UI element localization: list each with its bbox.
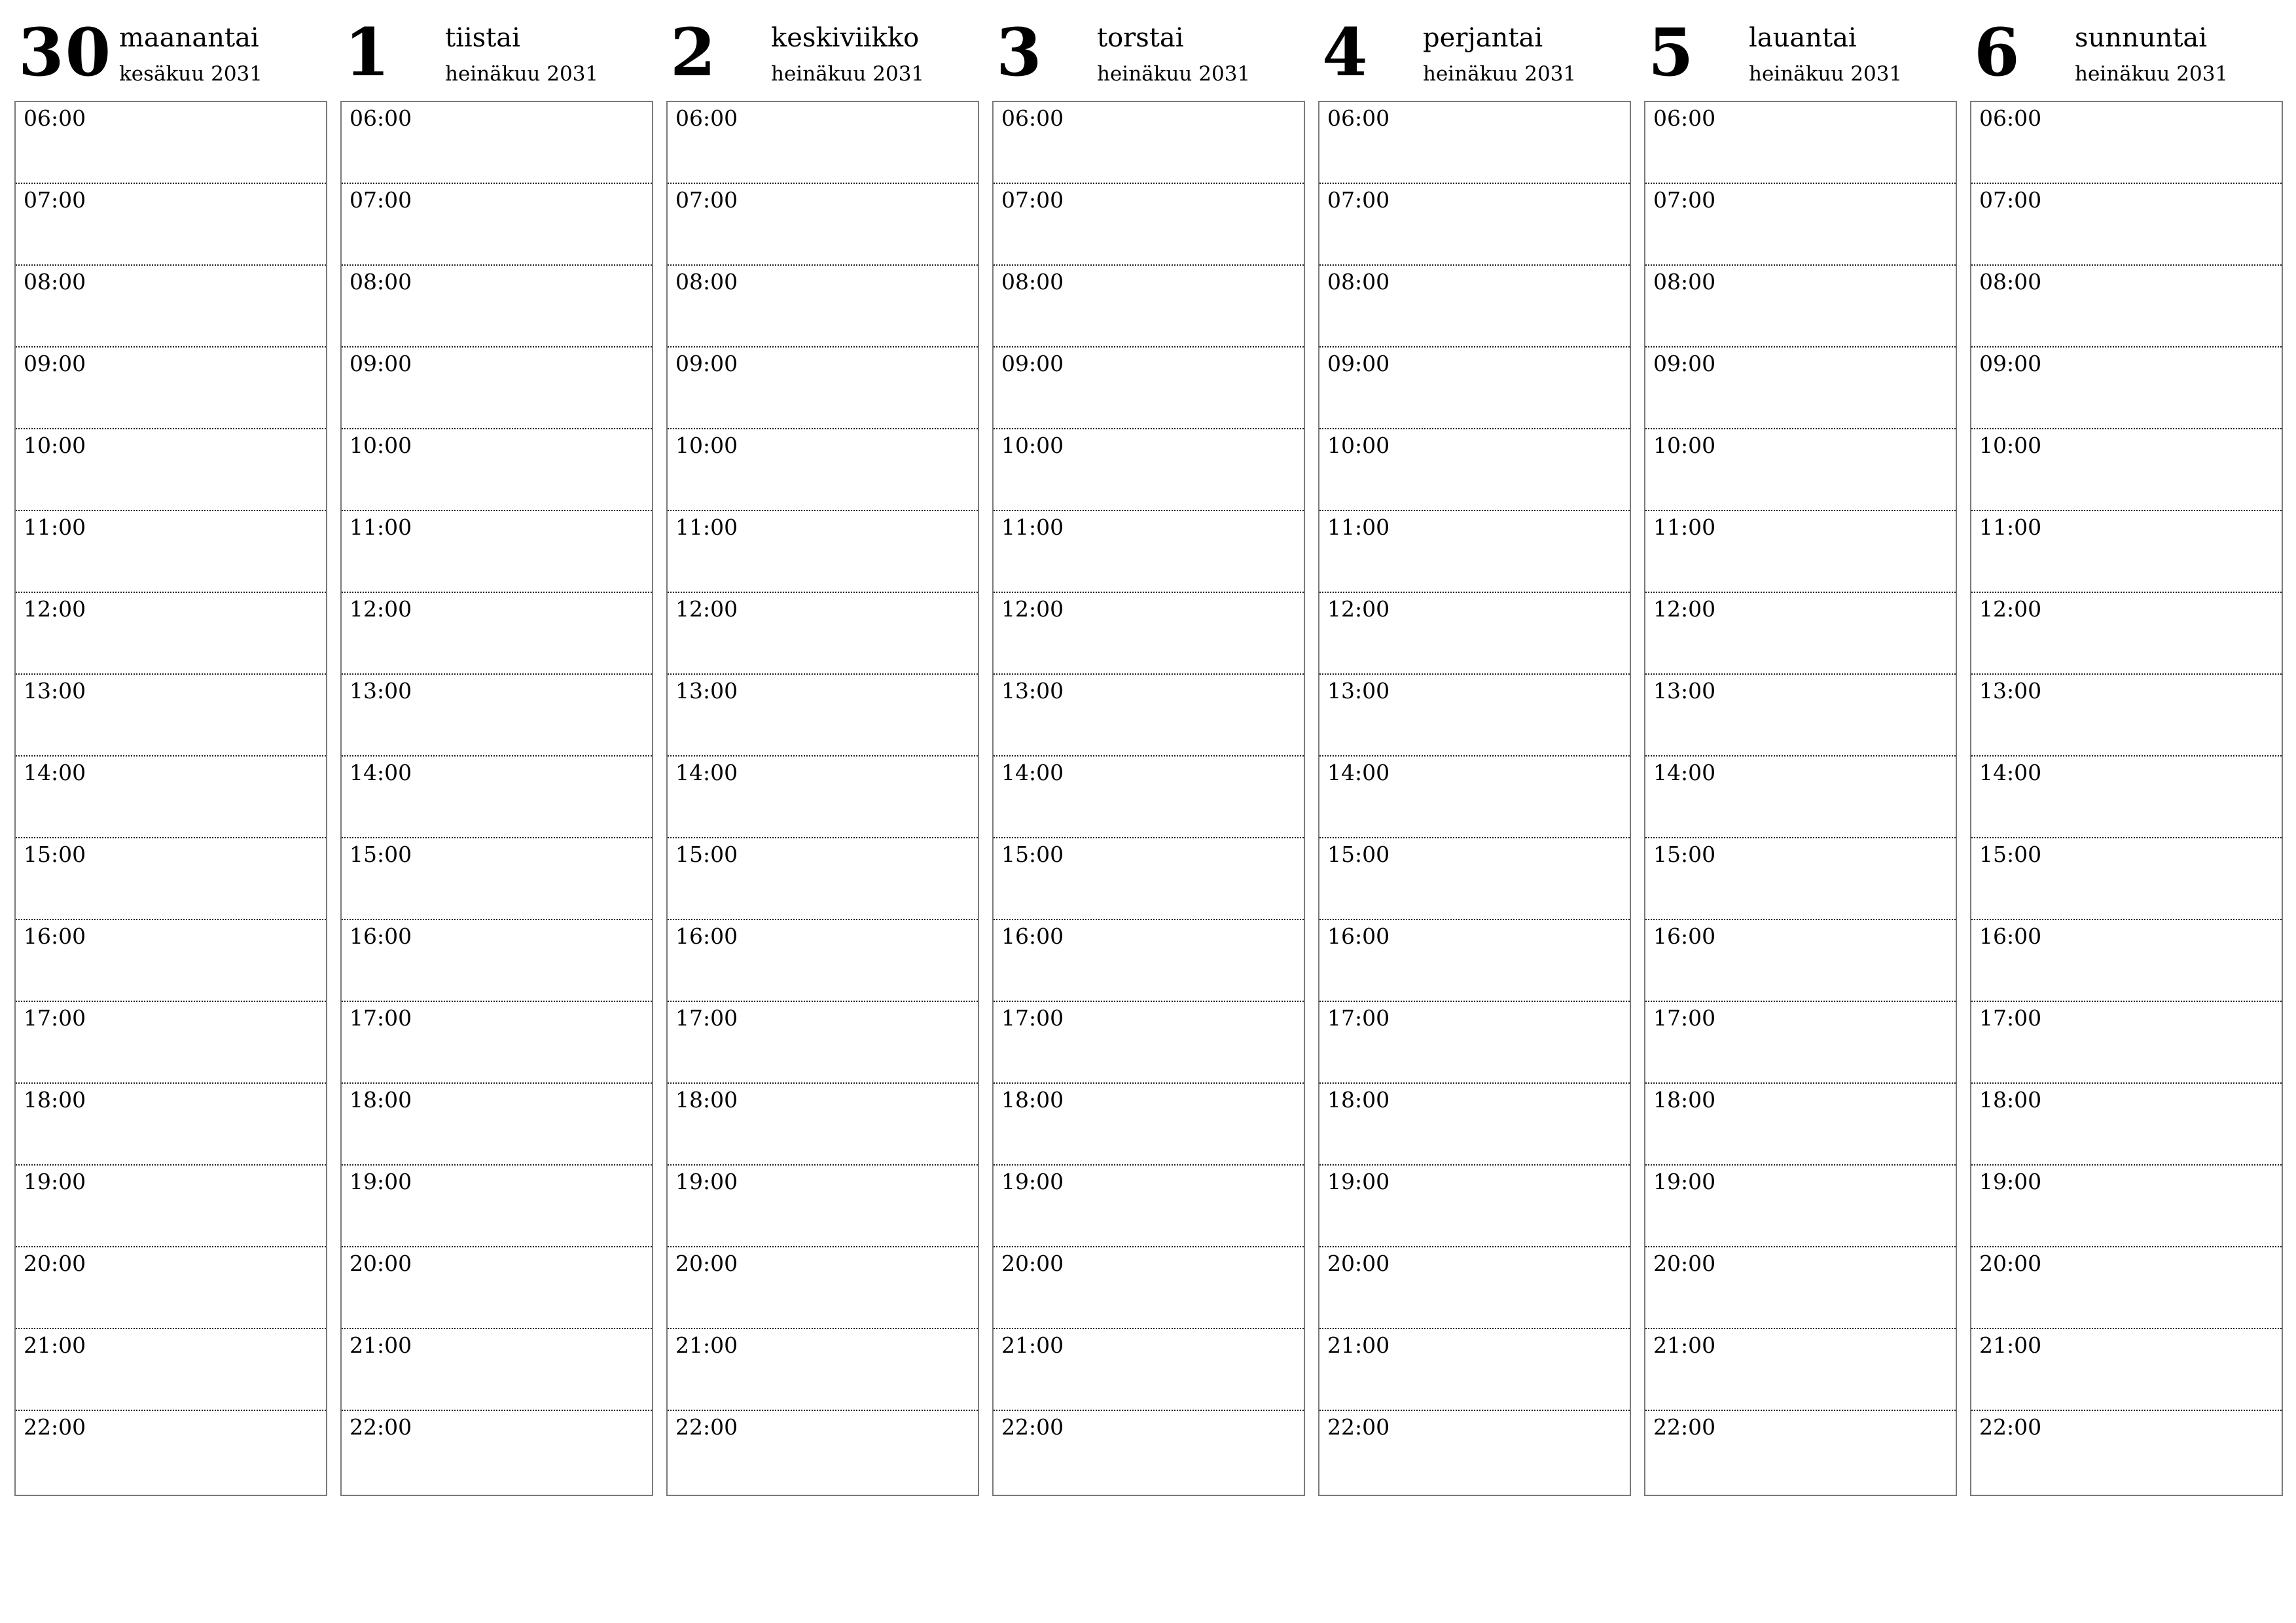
weekday-name: sunnuntai	[2075, 23, 2208, 53]
time-label: 11:00	[24, 514, 86, 540]
time-slot[interactable]	[342, 1084, 652, 1166]
time-label: 08:00	[675, 269, 738, 294]
time-slot[interactable]	[668, 920, 978, 1002]
time-label: 19:00	[1979, 1169, 2042, 1194]
time-label: 10:00	[1327, 433, 1390, 458]
time-slot[interactable]	[1319, 1002, 1630, 1084]
time-label: 21:00	[675, 1332, 738, 1358]
time-slot[interactable]	[994, 266, 1304, 348]
time-slot[interactable]	[994, 675, 1304, 757]
time-slot[interactable]	[668, 757, 978, 838]
time-label: 17:00	[1001, 1005, 1064, 1031]
time-slot[interactable]	[16, 184, 326, 266]
time-label: 14:00	[24, 760, 86, 785]
time-label: 08:00	[350, 269, 412, 294]
time-slot[interactable]	[1645, 1247, 1956, 1329]
time-slot[interactable]	[1645, 184, 1956, 266]
time-slot[interactable]	[994, 1247, 1304, 1329]
time-slot[interactable]	[668, 266, 978, 348]
month-year-label: heinäkuu 2031	[1423, 62, 1577, 86]
time-slot[interactable]	[994, 1166, 1304, 1247]
time-slot[interactable]	[1971, 757, 2282, 838]
time-slot[interactable]	[342, 348, 652, 429]
time-slot[interactable]	[342, 1002, 652, 1084]
time-label: 09:00	[24, 351, 86, 376]
day-header	[340, 0, 653, 98]
time-label: 08:00	[1979, 269, 2042, 294]
day-number: 1	[344, 14, 391, 91]
time-slot[interactable]	[1645, 757, 1956, 838]
time-label: 21:00	[24, 1332, 86, 1358]
day-number: 30	[18, 14, 113, 91]
time-label: 20:00	[1979, 1251, 2042, 1276]
time-slot[interactable]	[342, 511, 652, 593]
time-label: 08:00	[1653, 269, 1716, 294]
time-slot[interactable]	[994, 1084, 1304, 1166]
time-slot[interactable]	[994, 184, 1304, 266]
time-label: 09:00	[1653, 351, 1716, 376]
time-slot[interactable]	[342, 593, 652, 675]
time-slot[interactable]	[994, 348, 1304, 429]
time-label: 13:00	[1653, 678, 1716, 704]
time-label: 16:00	[1001, 923, 1064, 949]
time-label: 15:00	[1979, 842, 2042, 867]
month-year-label: kesäkuu 2031	[119, 62, 262, 86]
day-number: 2	[670, 14, 717, 91]
time-slot[interactable]	[994, 757, 1304, 838]
time-slot[interactable]	[1645, 511, 1956, 593]
time-slot[interactable]	[342, 429, 652, 511]
time-label: 08:00	[1327, 269, 1390, 294]
time-label: 11:00	[1001, 514, 1064, 540]
time-label: 22:00	[1001, 1414, 1064, 1440]
time-label: 16:00	[1979, 923, 2042, 949]
time-label: 07:00	[24, 187, 86, 213]
time-label: 21:00	[1653, 1332, 1716, 1358]
weekday-name: perjantai	[1423, 23, 1543, 53]
time-slot[interactable]	[1971, 184, 2282, 266]
weekday-name: torstai	[1097, 23, 1184, 53]
time-label: 11:00	[1979, 514, 2042, 540]
time-slot[interactable]	[16, 1166, 326, 1247]
day-header	[14, 0, 327, 98]
time-label: 10:00	[1653, 433, 1716, 458]
time-slot[interactable]	[668, 1329, 978, 1411]
hour-grid	[1970, 101, 2283, 1496]
time-slot[interactable]	[16, 266, 326, 348]
hour-grid	[992, 101, 1305, 1496]
time-label: 21:00	[350, 1332, 412, 1358]
time-label: 09:00	[1327, 351, 1390, 376]
time-slot[interactable]	[342, 102, 652, 184]
time-label: 06:00	[1327, 105, 1390, 131]
time-slot[interactable]	[1319, 429, 1630, 511]
time-slot[interactable]	[342, 1166, 652, 1247]
time-label: 22:00	[350, 1414, 412, 1440]
time-label: 14:00	[1001, 760, 1064, 785]
time-slot[interactable]	[994, 920, 1304, 1002]
time-slot[interactable]	[16, 1411, 326, 1493]
time-label: 13:00	[675, 678, 738, 704]
time-slot[interactable]	[1645, 348, 1956, 429]
time-label: 22:00	[1653, 1414, 1716, 1440]
time-label: 15:00	[350, 842, 412, 867]
time-slot[interactable]	[668, 102, 978, 184]
time-slot[interactable]	[16, 429, 326, 511]
time-label: 19:00	[1001, 1169, 1064, 1194]
time-slot[interactable]	[994, 1411, 1304, 1493]
time-label: 21:00	[1001, 1332, 1064, 1358]
time-label: 18:00	[675, 1087, 738, 1113]
time-slot[interactable]	[16, 1084, 326, 1166]
time-slot[interactable]	[1319, 1329, 1630, 1411]
time-slot[interactable]	[1645, 593, 1956, 675]
time-slot[interactable]	[16, 675, 326, 757]
time-slot[interactable]	[668, 838, 978, 920]
time-label: 09:00	[1001, 351, 1064, 376]
time-label: 13:00	[1327, 678, 1390, 704]
time-slot[interactable]	[1319, 1411, 1630, 1493]
time-label: 06:00	[1653, 105, 1716, 131]
time-label: 10:00	[1979, 433, 2042, 458]
time-slot[interactable]	[1645, 838, 1956, 920]
time-label: 16:00	[1327, 923, 1390, 949]
time-label: 15:00	[1327, 842, 1390, 867]
time-slot[interactable]	[1319, 511, 1630, 593]
time-slot[interactable]	[16, 1247, 326, 1329]
time-slot[interactable]	[1645, 920, 1956, 1002]
time-slot[interactable]	[1319, 1084, 1630, 1166]
time-label: 18:00	[1653, 1087, 1716, 1113]
day-number: 3	[996, 14, 1043, 91]
time-label: 12:00	[1653, 596, 1716, 622]
time-label: 11:00	[350, 514, 412, 540]
time-slot[interactable]	[1319, 266, 1630, 348]
time-slot[interactable]	[16, 838, 326, 920]
time-slot[interactable]	[16, 757, 326, 838]
time-slot[interactable]	[1319, 920, 1630, 1002]
time-label: 07:00	[1653, 187, 1716, 213]
day-column	[1970, 0, 2283, 1499]
time-slot[interactable]	[16, 1329, 326, 1411]
hour-grid	[666, 101, 979, 1496]
time-label: 19:00	[24, 1169, 86, 1194]
time-label: 19:00	[1327, 1169, 1390, 1194]
month-year-label: heinäkuu 2031	[1097, 62, 1251, 86]
time-label: 17:00	[1327, 1005, 1390, 1031]
time-slot[interactable]	[1319, 1247, 1630, 1329]
time-label: 06:00	[1979, 105, 2042, 131]
hour-grid	[1318, 101, 1631, 1496]
time-slot[interactable]	[1645, 1166, 1956, 1247]
time-label: 11:00	[1653, 514, 1716, 540]
time-label: 10:00	[24, 433, 86, 458]
time-slot[interactable]	[1971, 838, 2282, 920]
time-label: 09:00	[1979, 351, 2042, 376]
time-slot[interactable]	[16, 920, 326, 1002]
time-slot[interactable]	[994, 838, 1304, 920]
day-header	[1318, 0, 1631, 98]
time-label: 10:00	[675, 433, 738, 458]
time-label: 15:00	[1653, 842, 1716, 867]
time-slot[interactable]	[342, 1329, 652, 1411]
time-slot[interactable]	[1971, 593, 2282, 675]
time-slot[interactable]	[342, 838, 652, 920]
time-slot[interactable]	[1319, 102, 1630, 184]
time-slot[interactable]	[1971, 348, 2282, 429]
time-label: 14:00	[675, 760, 738, 785]
time-label: 07:00	[1001, 187, 1064, 213]
time-slot[interactable]	[994, 429, 1304, 511]
time-slot[interactable]	[1319, 348, 1630, 429]
time-label: 18:00	[1001, 1087, 1064, 1113]
time-slot[interactable]	[668, 593, 978, 675]
time-slot[interactable]	[1645, 1002, 1956, 1084]
time-slot[interactable]	[1971, 1411, 2282, 1493]
weekday-name: maanantai	[119, 23, 259, 53]
time-slot[interactable]	[16, 1002, 326, 1084]
time-slot[interactable]	[994, 511, 1304, 593]
time-label: 12:00	[24, 596, 86, 622]
time-label: 06:00	[675, 105, 738, 131]
time-slot[interactable]	[994, 1002, 1304, 1084]
time-label: 14:00	[1327, 760, 1390, 785]
time-label: 17:00	[24, 1005, 86, 1031]
time-slot[interactable]	[1971, 266, 2282, 348]
time-slot[interactable]	[668, 429, 978, 511]
time-label: 22:00	[1327, 1414, 1390, 1440]
time-slot[interactable]	[16, 348, 326, 429]
time-label: 07:00	[350, 187, 412, 213]
time-label: 21:00	[1327, 1332, 1390, 1358]
time-label: 07:00	[1327, 187, 1390, 213]
time-label: 20:00	[24, 1251, 86, 1276]
time-label: 12:00	[1327, 596, 1390, 622]
time-slot[interactable]	[342, 1247, 652, 1329]
time-slot[interactable]	[16, 102, 326, 184]
time-slot[interactable]	[668, 1084, 978, 1166]
time-slot[interactable]	[994, 102, 1304, 184]
day-column	[1644, 0, 1957, 1499]
time-label: 21:00	[1979, 1332, 2042, 1358]
time-slot[interactable]	[342, 266, 652, 348]
day-header	[666, 0, 979, 98]
time-label: 15:00	[675, 842, 738, 867]
time-slot[interactable]	[1645, 1329, 1956, 1411]
time-slot[interactable]	[994, 593, 1304, 675]
time-slot[interactable]	[668, 1002, 978, 1084]
time-label: 06:00	[24, 105, 86, 131]
weekday-name: lauantai	[1749, 23, 1857, 53]
time-label: 16:00	[1653, 923, 1716, 949]
time-slot[interactable]	[1645, 429, 1956, 511]
weekday-name: keskiviikko	[771, 23, 920, 53]
time-label: 20:00	[1001, 1251, 1064, 1276]
time-slot[interactable]	[668, 1166, 978, 1247]
time-label: 22:00	[675, 1414, 738, 1440]
time-slot[interactable]	[1971, 1329, 2282, 1411]
time-slot[interactable]	[342, 184, 652, 266]
day-header	[1644, 0, 1957, 98]
time-label: 18:00	[1327, 1087, 1390, 1113]
hour-grid	[14, 101, 327, 1496]
time-label: 06:00	[350, 105, 412, 131]
time-label: 19:00	[1653, 1169, 1716, 1194]
time-slot[interactable]	[1645, 266, 1956, 348]
day-number: 5	[1648, 14, 1695, 91]
time-label: 12:00	[1979, 596, 2042, 622]
time-label: 10:00	[1001, 433, 1064, 458]
time-slot[interactable]	[1971, 675, 2282, 757]
time-label: 20:00	[350, 1251, 412, 1276]
time-label: 12:00	[675, 596, 738, 622]
hour-grid	[1644, 101, 1957, 1496]
time-slot[interactable]	[1971, 1247, 2282, 1329]
month-year-label: heinäkuu 2031	[445, 62, 599, 86]
time-slot[interactable]	[668, 1411, 978, 1493]
day-number: 6	[1974, 14, 2021, 91]
day-column	[340, 0, 653, 1499]
month-year-label: heinäkuu 2031	[2075, 62, 2229, 86]
day-column	[666, 0, 979, 1499]
time-label: 11:00	[675, 514, 738, 540]
time-label: 07:00	[675, 187, 738, 213]
time-label: 13:00	[350, 678, 412, 704]
time-slot[interactable]	[1645, 675, 1956, 757]
month-year-label: heinäkuu 2031	[1749, 62, 1903, 86]
time-slot[interactable]	[1645, 1084, 1956, 1166]
time-label: 13:00	[1979, 678, 2042, 704]
time-label: 08:00	[1001, 269, 1064, 294]
time-slot[interactable]	[342, 757, 652, 838]
time-slot[interactable]	[342, 675, 652, 757]
time-label: 20:00	[675, 1251, 738, 1276]
day-header	[992, 0, 1305, 98]
time-label: 14:00	[1653, 760, 1716, 785]
weekday-name: tiistai	[445, 23, 520, 53]
time-slot[interactable]	[1971, 920, 2282, 1002]
time-slot[interactable]	[1319, 757, 1630, 838]
time-label: 17:00	[1653, 1005, 1716, 1031]
time-label: 14:00	[1979, 760, 2042, 785]
time-label: 22:00	[24, 1414, 86, 1440]
time-label: 17:00	[675, 1005, 738, 1031]
time-label: 13:00	[24, 678, 86, 704]
time-label: 16:00	[675, 923, 738, 949]
time-label: 18:00	[350, 1087, 412, 1113]
time-label: 15:00	[1001, 842, 1064, 867]
time-slot[interactable]	[342, 920, 652, 1002]
time-slot[interactable]	[1971, 429, 2282, 511]
day-number: 4	[1322, 14, 1369, 91]
time-label: 12:00	[350, 596, 412, 622]
time-slot[interactable]	[16, 511, 326, 593]
time-slot[interactable]	[1645, 102, 1956, 184]
time-slot[interactable]	[1971, 511, 2282, 593]
month-year-label: heinäkuu 2031	[771, 62, 925, 86]
time-slot[interactable]	[994, 1329, 1304, 1411]
time-label: 16:00	[350, 923, 412, 949]
time-label: 20:00	[1653, 1251, 1716, 1276]
time-label: 09:00	[675, 351, 738, 376]
day-header	[1970, 0, 2283, 98]
day-column	[992, 0, 1305, 1499]
time-label: 07:00	[1979, 187, 2042, 213]
time-slot[interactable]	[668, 1247, 978, 1329]
time-label: 16:00	[24, 923, 86, 949]
time-label: 12:00	[1001, 596, 1064, 622]
time-label: 09:00	[350, 351, 412, 376]
time-slot[interactable]	[1319, 184, 1630, 266]
time-slot[interactable]	[1319, 1166, 1630, 1247]
day-column	[1318, 0, 1631, 1499]
time-slot[interactable]	[1971, 1084, 2282, 1166]
time-label: 13:00	[1001, 678, 1064, 704]
time-slot[interactable]	[668, 675, 978, 757]
time-label: 17:00	[350, 1005, 412, 1031]
time-label: 10:00	[350, 433, 412, 458]
time-label: 17:00	[1979, 1005, 2042, 1031]
time-slot[interactable]	[668, 511, 978, 593]
hour-grid	[340, 101, 653, 1496]
time-slot[interactable]	[1319, 593, 1630, 675]
time-label: 19:00	[675, 1169, 738, 1194]
time-label: 19:00	[350, 1169, 412, 1194]
time-label: 20:00	[1327, 1251, 1390, 1276]
time-slot[interactable]	[342, 1411, 652, 1493]
time-label: 06:00	[1001, 105, 1064, 131]
time-label: 11:00	[1327, 514, 1390, 540]
time-slot[interactable]	[1971, 1002, 2282, 1084]
time-slot[interactable]	[1319, 675, 1630, 757]
time-slot[interactable]	[1645, 1411, 1956, 1493]
time-label: 18:00	[24, 1087, 86, 1113]
time-slot[interactable]	[668, 184, 978, 266]
time-label: 18:00	[1979, 1087, 2042, 1113]
time-label: 08:00	[24, 269, 86, 294]
time-slot[interactable]	[668, 348, 978, 429]
time-slot[interactable]	[16, 593, 326, 675]
time-slot[interactable]	[1971, 1166, 2282, 1247]
time-slot[interactable]	[1971, 102, 2282, 184]
time-label: 14:00	[350, 760, 412, 785]
time-label: 15:00	[24, 842, 86, 867]
time-slot[interactable]	[1319, 838, 1630, 920]
time-label: 22:00	[1979, 1414, 2042, 1440]
day-column	[14, 0, 327, 1499]
